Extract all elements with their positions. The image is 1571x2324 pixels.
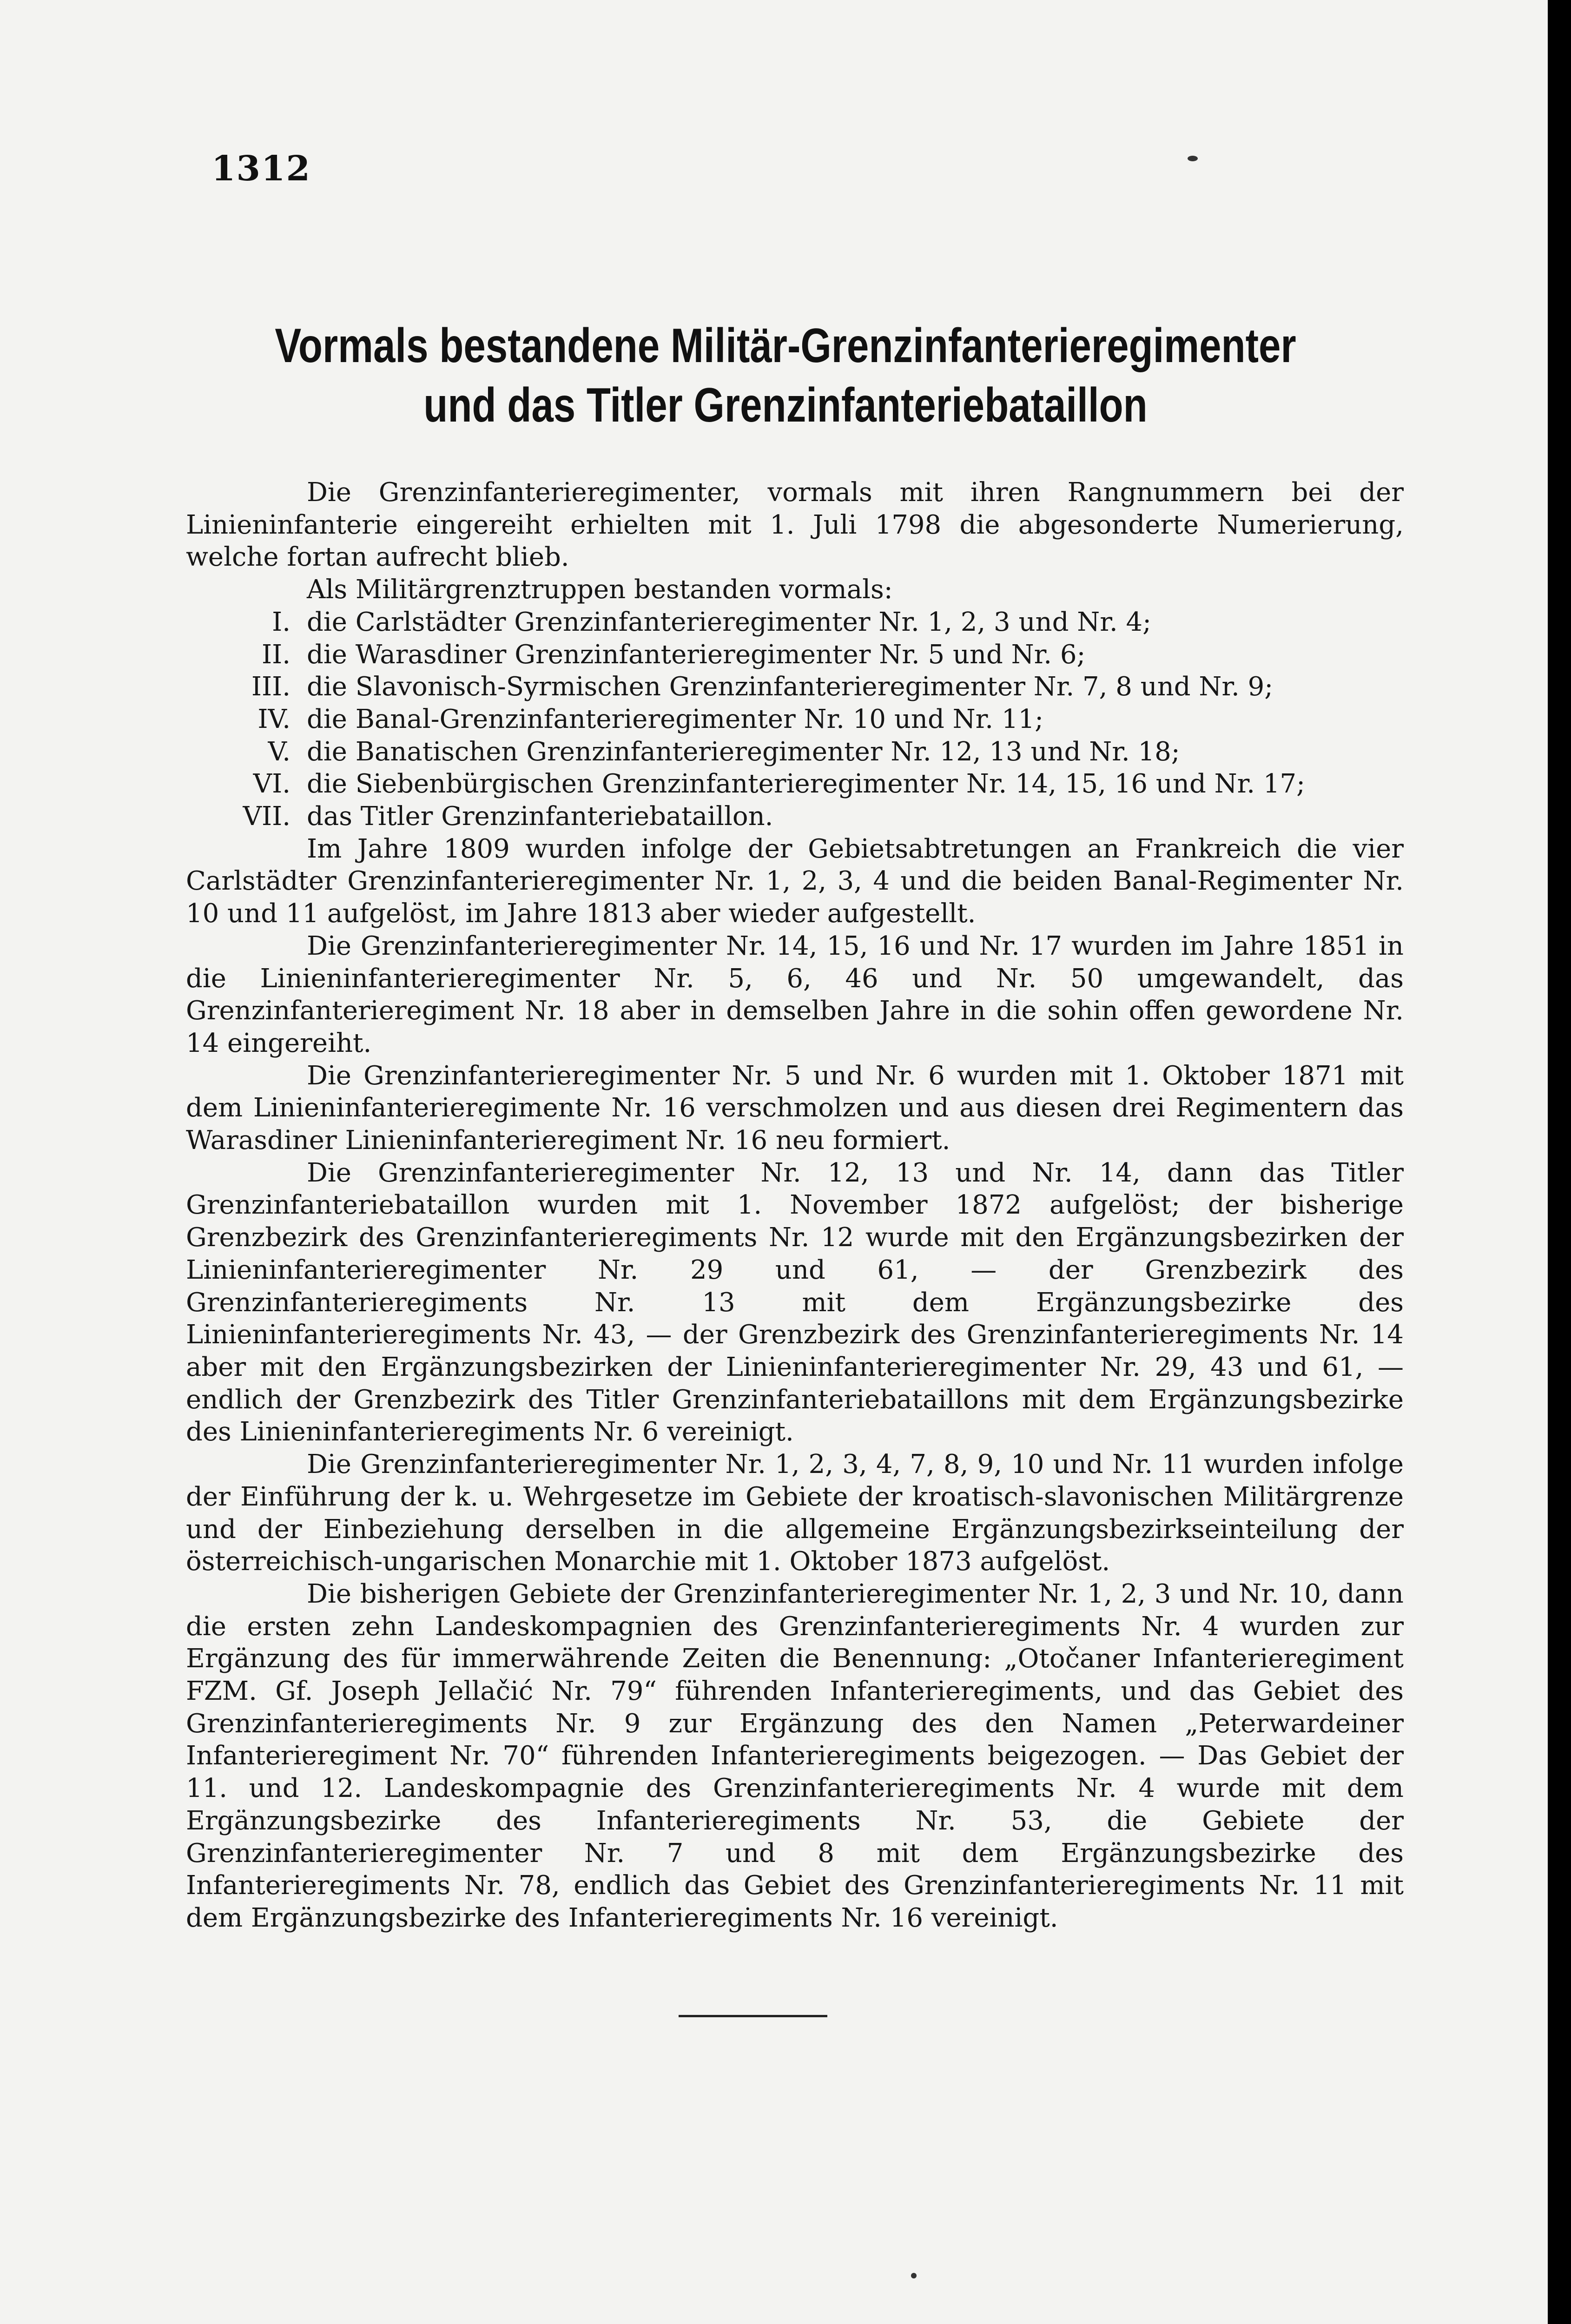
list-item <box>186 768 1404 800</box>
paragraph-1873: Die Grenzinfanterieregimenter Nr. 1, 2, 3, 4, 7, 8, 9, 10 und Nr. 11 wurden infolge der Einführung der k. u. Wehrgesetze im Gebiete der kroatisch-slavonischen Militärgrenze und der Einbeziehung derselben in die allgemeine Ergänzungsbezirkseinteilung der österreichisch-ungarischen Monarchie mit 1. Oktober 1873 aufgelöst. <box>186 1449 1404 1577</box>
title-line-1: Vormals bestandene Militär-Grenzinfanterieregimenter <box>275 319 1296 373</box>
list-item-text: die Carlstädter Grenzinfanterieregimenter Nr. 1, 2, 3 und Nr. 4; <box>307 607 1151 637</box>
page-number: 1312 <box>211 149 311 189</box>
list-item-number: VI. <box>253 769 290 799</box>
troop-list <box>186 606 1404 833</box>
list-item-number: IV. <box>257 704 290 734</box>
list-item-number: VII. <box>243 801 290 832</box>
paragraph-1872: Die Grenzinfanterieregimenter Nr. 12, 13 und Nr. 14, dann das Titler Grenzinfanteriebataillon wurden mit 1. November 1872 aufgelöst; der bisherige Grenzbezirk des Grenzinfanterieregiments Nr. 12 wurde mit den Ergänzungsbezirken der Linieninfanterieregimenter Nr. 29 und 61, — der Grenzbezirk des Grenzinfanterieregiments Nr. 13 mit dem Ergänzungsbezirke des Linieninfanterieregiments Nr. 43, — der Grenzbezirk des Grenzinfanterieregiments Nr. 14 aber mit den Ergänzungsbezirken der Linieninfanterieregimenter Nr. 29, 43 und 61, — endlich der Grenzbezirk des Titler Grenzinfanteriebataillons mit dem Ergänzungsbezirke des Linieninfanterieregiments Nr. 6 vereinigt. <box>186 1157 1404 1447</box>
list-item-text: die Siebenbürgischen Grenzinfanterieregimenter Nr. 14, 15, 16 und Nr. 17; <box>307 769 1305 799</box>
list-item-number: II. <box>261 639 290 670</box>
title-line-2: und das Titler Grenzinfanteriebataillon <box>423 378 1148 432</box>
scan-border <box>1548 0 1571 2324</box>
list-lead: Als Militärgrenztruppen bestanden vormals: <box>307 574 893 605</box>
list-item-number: I. <box>272 607 290 637</box>
closing-rule <box>679 2015 827 2017</box>
list-item-text: die Banatischen Grenzinfanterieregimenter Nr. 12, 13 und Nr. 18; <box>307 736 1180 767</box>
body-text <box>186 476 1404 1934</box>
paragraph-1871: Die Grenzinfanterieregimenter Nr. 5 und Nr. 6 wurden mit 1. Oktober 1871 mit dem Linieninfanterieregimente Nr. 16 verschmolzen und aus diesen drei Regimentern das Warasdiner Linieninfanterieregiment Nr. 16 neu formiert. <box>186 1060 1404 1156</box>
intro-paragraph: Die Grenzinfanterieregimenter, vormals mit ihren Rangnummern bei der Linieninfanterie eingereiht erhielten mit 1. Juli 1798 die abgesonderte Numerierung, welche fortan aufrecht blieb. <box>186 477 1404 573</box>
paragraph-1809: Im Jahre 1809 wurden infolge der Gebietsabtretungen an Frankreich die vier Carlstädter Grenzinfanterieregimenter Nr. 1, 2, 3, 4 und die beiden Banal-Regimenter Nr. 10 und 11 aufgelöst, im Jahre 1813 aber wieder aufgestellt. <box>186 833 1404 929</box>
list-item-text: die Warasdiner Grenzinfanterieregimenter Nr. 5 und Nr. 6; <box>307 639 1086 670</box>
paragraph-territories: Die bisherigen Gebiete der Grenzinfanterieregimenter Nr. 1, 2, 3 und Nr. 10, dann die ersten zehn Landeskompagnien des Grenzinfanterieregiments Nr. 4 wurden zur Ergänzung des für immerwährende Zeiten die Benennung: „Otočaner Infanterieregiment FZM. Gf. Joseph Jellačić Nr. 79“ führenden Infanterieregiments, und das Gebiet des Grenzinfanterieregiments Nr. 9 zur Ergänzung des den Namen „Peterwardeiner Infanterieregiment Nr. 70“ führenden Infanterieregiments beigezogen. — Das Gebiet der 11. und 12. Landeskompagnie des Grenzinfanterieregiments Nr. 4 wurde mit dem Ergänzungsbezirke des Infanterieregiments Nr. 53, die Gebiete der Grenzinfanterieregimenter Nr. 7 und 8 mit dem Ergänzungsbezirke des Infanterieregiments Nr. 78, endlich das Gebiet des Grenzinfanterieregiments Nr. 11 mit dem Ergänzungsbezirke des Infanterieregiments Nr. 16 vereinigt. <box>186 1578 1404 1933</box>
list-item <box>186 736 1404 768</box>
list-item <box>186 703 1404 736</box>
paragraph-1851: Die Grenzinfanterieregimenter Nr. 14, 15, 16 und Nr. 17 wurden im Jahre 1851 in die Linieninfanterieregimenter Nr. 5, 6, 46 und Nr. 50 umgewandelt, das Grenzinfanterieregiment Nr. 18 aber in demselben Jahre in die sohin offen gewordene Nr. 14 eingereiht. <box>186 931 1404 1058</box>
print-speck <box>1188 156 1198 161</box>
list-item <box>186 800 1404 833</box>
list-item-text: die Banal-Grenzinfanterieregimenter Nr. 10 und Nr. 11; <box>307 704 1043 734</box>
list-item-text: das Titler Grenzinfanteriebataillon. <box>307 801 773 832</box>
list-item <box>186 639 1404 671</box>
list-item-number: III. <box>251 672 290 702</box>
list-item-number: V. <box>268 736 290 767</box>
list-item <box>186 606 1404 639</box>
print-speck <box>911 2273 917 2278</box>
page-title <box>256 316 1315 435</box>
list-item-text: die Slavonisch-Syrmischen Grenzinfanterieregimenter Nr. 7, 8 und Nr. 9; <box>307 672 1274 702</box>
list-item <box>186 671 1404 703</box>
